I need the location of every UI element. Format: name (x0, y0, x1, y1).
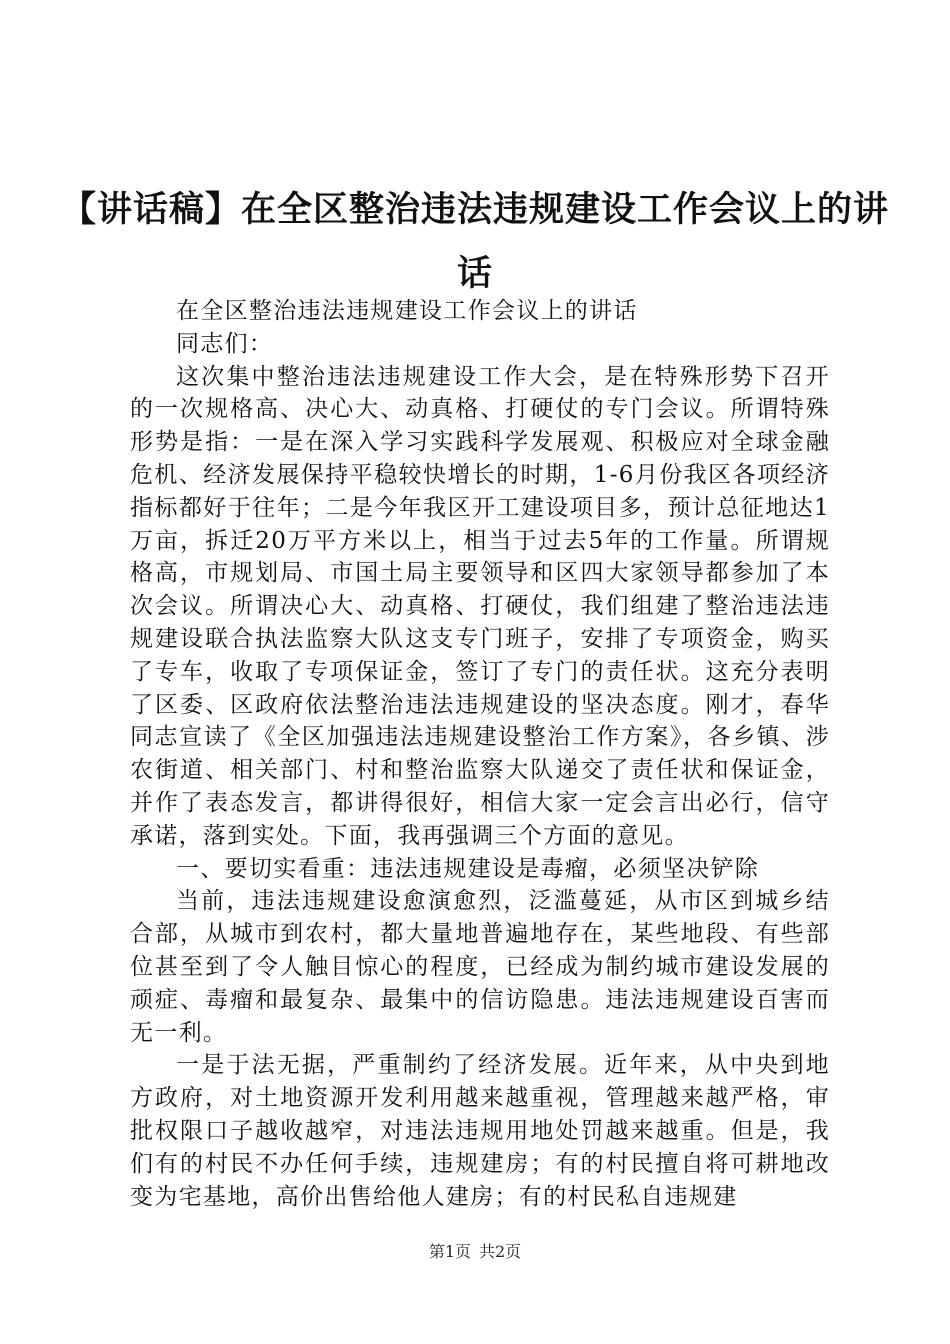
section-heading: 一、要切实看重：违法违规建设是毒瘤，必须坚决铲除 (176, 855, 760, 882)
subtitle-paragraph: 在全区整治违法违规建设工作会议上的讲话 (176, 298, 638, 324)
body-paragraph: 这次集中整治违法违规建设工作大会，是在特殊形势下召开的一次规格高、决心大、动真格、打硬仗的专门会议。所谓特殊形势是指：一是在深入学习实践科学发展观、积极应对全球金融危机、经济发展保持平稳较快增长的时期，1-6月份我区各项经济指标都好于往年；二是今年我区开工建设项目多，预计总征地达1万亩，拆迁20万平方米以上，相当于过去5年的工作量。所谓规格高，市规划局、市国土局主要领导和区四大家领导都参加了本次会议。所谓决心大、动真格、打硬仗，我们组建了整治违法违规建设联合执法监察大队这支专门班子，安排了专项资金，购买了专车，收取了专项保证金，签订了专门的责任状。这充分表明了区委、区政府依法整治违法违规建设的坚决态度。刚才，春华同志宣读了《全区加强违法违规建设整治工作方案》，各乡镇、涉农街道、相关部门、村和整治监察大队递交了责任状和保证金，并作了表态发言，都讲得很好，相信大家一定会言出必行，信守承诺，落到实处。下面，我再强调三个方面的意见。 (130, 363, 830, 849)
salutation-paragraph: 同志们： (176, 330, 274, 357)
document-title: 【讲话稿】在全区整治违法违规建设工作会议上的讲话 (60, 189, 889, 294)
page-number: 第1页 (428, 1242, 471, 1261)
page-total: 共2页 (479, 1242, 522, 1261)
body-paragraph: 当前，违法违规建设愈演愈烈，泛滥蔓延，从市区到城乡结合部，从城市到农村，都大量地普遍地存在，某些地段、有些部位甚至到了令人触目惊心的程度，已经成为制约城市建设发展的顽症、毒瘤和最复杂、最集中的信访隐患。违法违规建设百害而无一利。 (130, 888, 830, 1046)
document-body (130, 295, 830, 1213)
body-paragraph: 一是于法无据，严重制约了经济发展。近年来，从中央到地方政府，对土地资源开发利用越来越重视，管理越来越严格，审批权限口子越收越窄，对违法违规用地处罚越来越重。但是，我们有的村民不办任何手续，违规建房；有的村民擅自将可耕地改变为宅基地，高价出售给他人建房；有的村民私自违规建 (130, 1052, 830, 1210)
page-footer (0, 1242, 950, 1262)
